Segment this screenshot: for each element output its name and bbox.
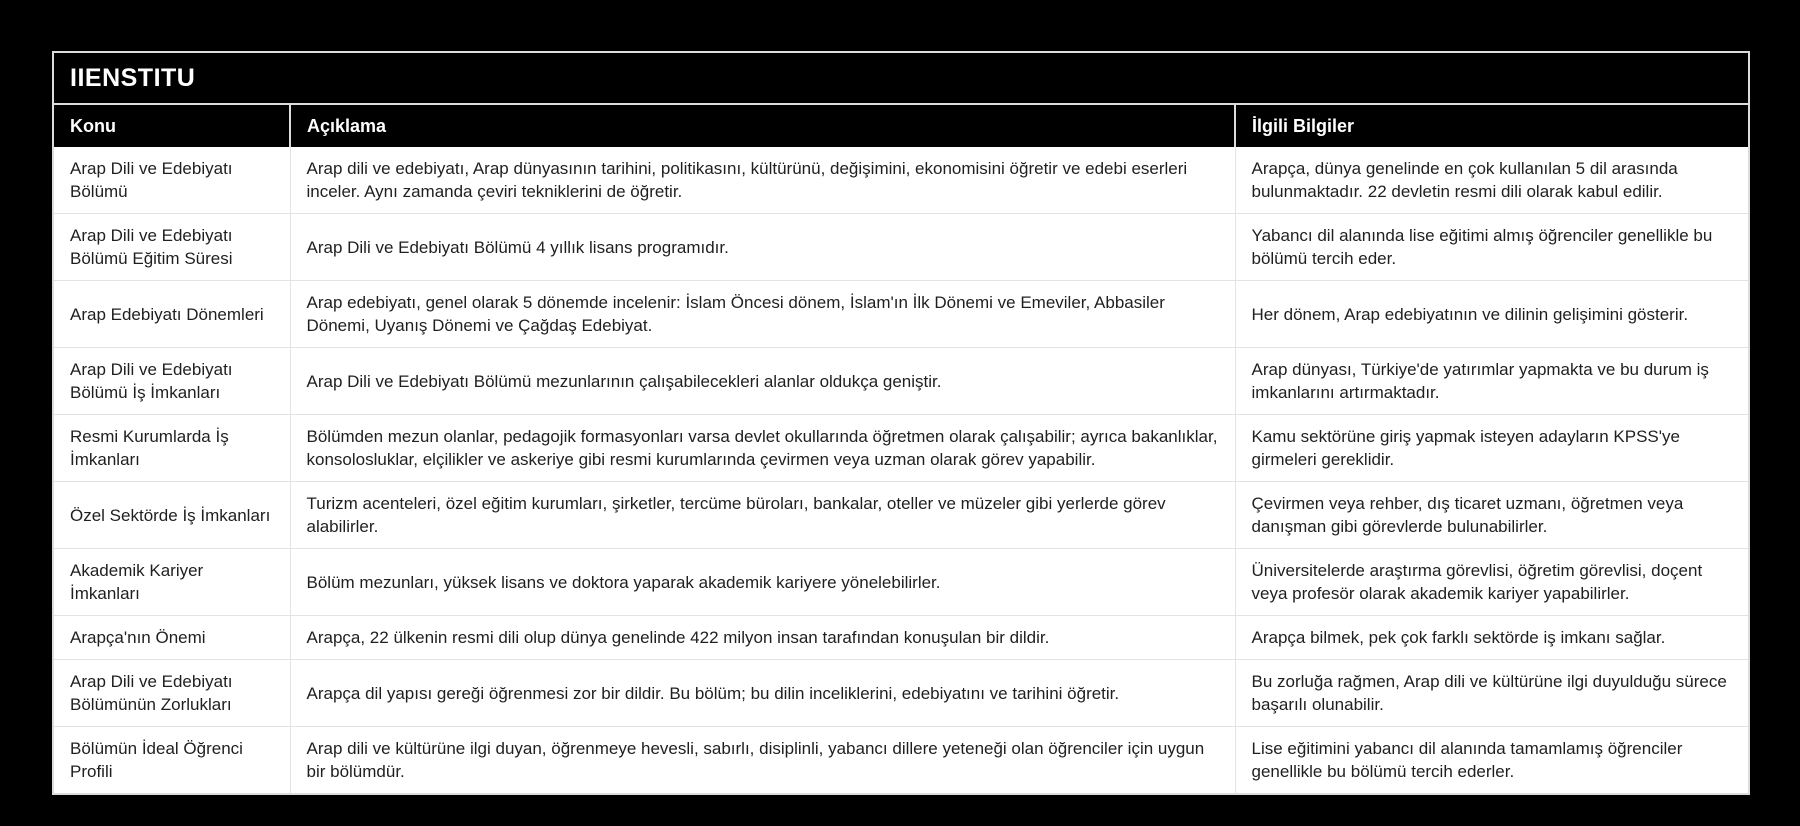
cell-konu: Resmi Kurumlarda İş İmkanları [54, 415, 290, 482]
cell-aciklama: Arap Dili ve Edebiyatı Bölümü 4 yıllık lisans programıdır. [290, 214, 1235, 281]
content-table-panel [52, 51, 1750, 795]
cell-ilgili-bilgiler: Arapça bilmek, pek çok farklı sektörde iş imkanı sağlar. [1235, 616, 1748, 660]
column-header-ilgili-bilgiler: İlgili Bilgiler [1235, 105, 1748, 147]
cell-aciklama: Bölüm mezunları, yüksek lisans ve doktora yaparak akademik kariyere yönelebilirler. [290, 549, 1235, 616]
cell-aciklama: Turizm acenteleri, özel eğitim kurumları, şirketler, tercüme büroları, bankalar, oteller ve müzeler gibi yerlerde görev alabilirler. [290, 482, 1235, 549]
cell-konu: Akademik Kariyer İmkanları [54, 549, 290, 616]
cell-konu: Arap Dili ve Edebiyatı Bölümü [54, 147, 290, 214]
table-row [54, 281, 1748, 348]
table-row [54, 214, 1748, 281]
table-row [54, 549, 1748, 616]
cell-aciklama: Arapça dil yapısı gereği öğrenmesi zor bir dildir. Bu bölüm; bu dilin inceliklerini, edebiyatını ve tarihini öğretir. [290, 660, 1235, 727]
cell-konu: Arap Dili ve Edebiyatı Bölümü İş İmkanları [54, 348, 290, 415]
cell-aciklama: Arap edebiyatı, genel olarak 5 dönemde incelenir: İslam Öncesi dönem, İslam'ın İlk Dönemi ve Emeviler, Abbasiler Dönemi, Uyanış Dönemi ve Çağdaş Edebiyat. [290, 281, 1235, 348]
cell-aciklama: Arap Dili ve Edebiyatı Bölümü mezunlarının çalışabilecekleri alanlar oldukça geniştir. [290, 348, 1235, 415]
cell-ilgili-bilgiler: Üniversitelerde araştırma görevlisi, öğretim görevlisi, doçent veya profesör olarak akademik kariyer yapabilirler. [1235, 549, 1748, 616]
cell-ilgili-bilgiler: Arapça, dünya genelinde en çok kullanılan 5 dil arasında bulunmaktadır. 22 devletin resmi dili olarak kabul edilir. [1235, 147, 1748, 214]
table-row [54, 147, 1748, 214]
table-body [54, 147, 1748, 793]
cell-konu: Arapça'nın Önemi [54, 616, 290, 660]
cell-aciklama: Arap dili ve kültürüne ilgi duyan, öğrenmeye hevesli, sabırlı, disiplinli, yabancı dillere yeteneği olan öğrenciler için uygun bir bölümdür. [290, 727, 1235, 794]
cell-aciklama: Arapça, 22 ülkenin resmi dili olup dünya genelinde 422 milyon insan tarafından konuşulan bir dildir. [290, 616, 1235, 660]
cell-konu: Arap Edebiyatı Dönemleri [54, 281, 290, 348]
cell-ilgili-bilgiler: Yabancı dil alanında lise eğitimi almış öğrenciler genellikle bu bölümü tercih eder. [1235, 214, 1748, 281]
table-row [54, 616, 1748, 660]
cell-ilgili-bilgiler: Her dönem, Arap edebiyatının ve dilinin gelişimini gösterir. [1235, 281, 1748, 348]
cell-konu: Arap Dili ve Edebiyatı Bölümünün Zorlukları [54, 660, 290, 727]
table-row [54, 415, 1748, 482]
cell-ilgili-bilgiler: Lise eğitimini yabancı dil alanında tamamlamış öğrenciler genellikle bu bölümü tercih ederler. [1235, 727, 1748, 794]
cell-ilgili-bilgiler: Arap dünyası, Türkiye'de yatırımlar yapmakta ve bu durum iş imkanlarını artırmaktadır. [1235, 348, 1748, 415]
table-header [54, 105, 1748, 147]
cell-aciklama: Bölümden mezun olanlar, pedagojik formasyonları varsa devlet okullarında öğretmen olarak çalışabilir; ayrıca bakanlıklar, konsolosluklar, elçilikler ve askeriye gibi resmi kurumlarında çevirmen veya uzman olarak görev yapabilir. [290, 415, 1235, 482]
cell-aciklama: Arap dili ve edebiyatı, Arap dünyasının tarihini, politikasını, kültürünü, değişimini, ekonomisini öğretir ve edebi eserleri inceler. Aynı zamanda çeviri tekniklerini de öğretir. [290, 147, 1235, 214]
page-title: IIENSTITU [70, 63, 196, 92]
table-row [54, 727, 1748, 794]
column-header-aciklama: Açıklama [290, 105, 1235, 147]
cell-konu: Özel Sektörde İş İmkanları [54, 482, 290, 549]
info-table [54, 105, 1748, 793]
cell-konu: Bölümün İdeal Öğrenci Profili [54, 727, 290, 794]
cell-konu: Arap Dili ve Edebiyatı Bölümü Eğitim Süresi [54, 214, 290, 281]
header-row [54, 105, 1748, 147]
table-row [54, 482, 1748, 549]
table-row [54, 660, 1748, 727]
cell-ilgili-bilgiler: Kamu sektörüne giriş yapmak isteyen adayların KPSS'ye girmeleri gereklidir. [1235, 415, 1748, 482]
table-row [54, 348, 1748, 415]
cell-ilgili-bilgiler: Çevirmen veya rehber, dış ticaret uzmanı, öğretmen veya danışman gibi görevlerde bulunabilirler. [1235, 482, 1748, 549]
title-bar [54, 53, 1748, 105]
cell-ilgili-bilgiler: Bu zorluğa rağmen, Arap dili ve kültürüne ilgi duyulduğu sürece başarılı olunabilir. [1235, 660, 1748, 727]
column-header-konu: Konu [54, 105, 290, 147]
